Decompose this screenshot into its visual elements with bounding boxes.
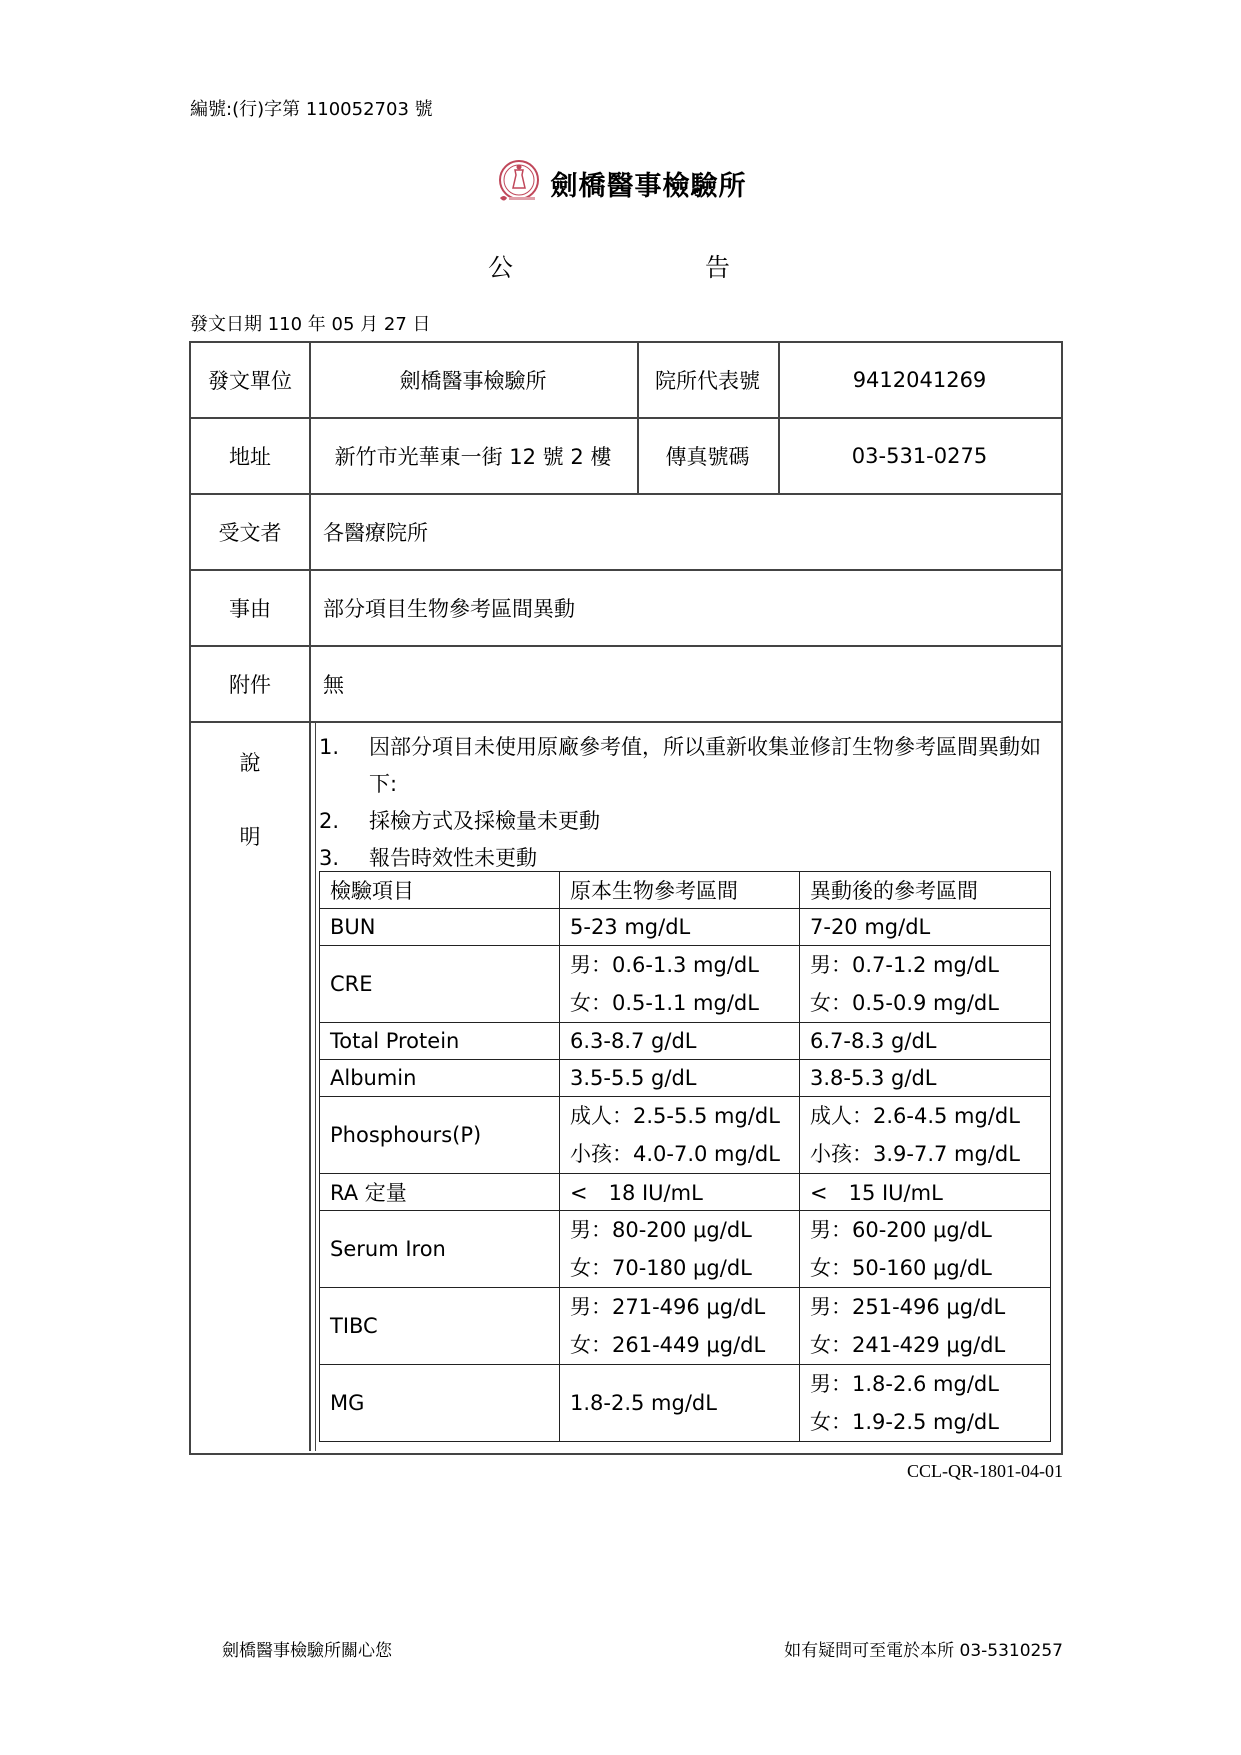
footer-right: 如有疑問可至電於本所 03-5310257: [784, 1641, 1063, 1661]
cambridge-lab-logo-icon: [495, 158, 543, 208]
recipient-row: [191, 495, 1061, 571]
list-item: 3. 報告時效性未更動: [319, 846, 537, 870]
address-label: 地址: [229, 445, 271, 469]
subject-value: 部分項目生物參考區間異動: [323, 597, 575, 621]
issuer-row: [191, 343, 1061, 419]
table-row: Phosphours(P) 成人：2.5-5.5 mg/dL 小孩：4.0-7.0 mg/dL 成人：2.6-4.5 mg/dL 小孩：3.9-7.7 mg/dL: [320, 1097, 1051, 1174]
issue-date: 發文日期 110 年 05 月 27 日: [190, 314, 431, 335]
description-list: [319, 729, 1055, 877]
table-row: Total Protein 6.3-8.7 g/dL 6.7-8.3 g/dL: [320, 1023, 1051, 1060]
footer-left: 劍橋醫事檢驗所關心您: [222, 1641, 392, 1661]
title-char-2: 告: [704, 253, 730, 282]
table-row: RA 定量 < 18 IU/mL < 15 IU/mL: [320, 1174, 1051, 1211]
code-label: 院所代表號: [655, 369, 760, 393]
form-code: CCL-QR-1801-04-01: [907, 1461, 1063, 1481]
header-revised: 異動後的參考區間: [800, 872, 1051, 909]
attachment-label: 附件: [229, 673, 271, 697]
organization-name: 劍橋醫事檢驗所: [550, 170, 747, 202]
document-number: 編號:(行)字第 110052703 號: [190, 99, 433, 120]
fax-label: 傳真號碼: [665, 445, 750, 469]
title-char-1: 公: [488, 253, 514, 282]
attachment-row: [191, 647, 1061, 723]
description-label-2: 明: [239, 825, 261, 849]
description-label-1: 說: [239, 751, 261, 775]
table-row: MG 1.8-2.5 mg/dL 男：1.8-2.6 mg/dL 女：1.9-2.5 mg/dL: [320, 1365, 1051, 1442]
attachment-value: 無: [323, 673, 344, 697]
subject-label: 事由: [229, 597, 271, 621]
issuer-label: 發文單位: [208, 369, 292, 393]
table-row: Albumin 3.5-5.5 g/dL 3.8-5.3 g/dL: [320, 1060, 1051, 1097]
header-original: 原本生物參考區間: [560, 872, 800, 909]
code-value: 9412041269: [852, 368, 987, 392]
recipient-label: 受文者: [218, 521, 282, 545]
description-section: [191, 723, 1061, 1453]
header-item: 檢驗項目: [320, 872, 560, 909]
announcement-form: [189, 341, 1063, 1455]
table-row: CRE 男：0.6-1.3 mg/dL 女：0.5-1.1 mg/dL 男：0.7-1.2 mg/dL 女：0.5-0.9 mg/dL: [320, 946, 1051, 1023]
table-row: BUN 5-23 mg/dL 7-20 mg/dL: [320, 909, 1051, 946]
reference-interval-table: [319, 871, 1051, 1442]
table-row: TIBC 男：271-496 μg/dL 女：261-449 μg/dL 男：251-496 μg/dL 女：241-429 μg/dL: [320, 1288, 1051, 1365]
recipient-value: 各醫療院所: [323, 521, 428, 545]
subject-row: [191, 571, 1061, 647]
address-row: [191, 419, 1061, 495]
address-value: 新竹市光華東一街 12 號 2 樓: [334, 445, 612, 469]
letterhead: [0, 158, 1241, 208]
fax-value: 03-531-0275: [851, 444, 988, 468]
issuer-value: 劍橋醫事檢驗所: [399, 369, 547, 393]
list-item: 2. 採檢方式及採檢量未更動: [319, 809, 600, 833]
announcement-title: [488, 248, 730, 284]
list-item: 1. 因部分項目未使用原廠參考值，所以重新收集並修訂生物參考區間異動如下:: [319, 735, 1041, 796]
table-row: Serum Iron 男：80-200 μg/dL 女：70-180 μg/dL 男：60-200 μg/dL 女：50-160 μg/dL: [320, 1211, 1051, 1288]
table-header-row: [320, 872, 1051, 909]
